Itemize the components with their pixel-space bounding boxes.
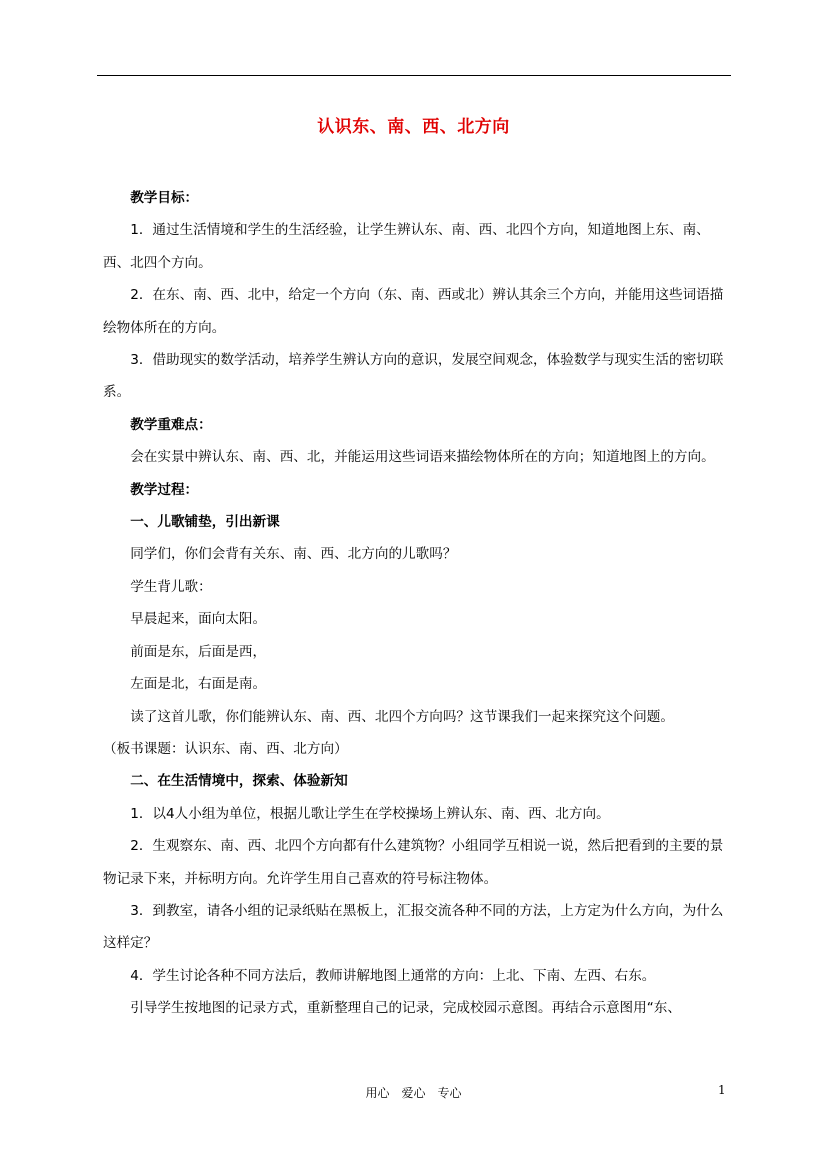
paragraph: 3．借助现实的数学活动，培养学生辨认方向的意识，发展空间观念，体验数学与现实生活的密切联系。 [103, 352, 724, 401]
paragraph: 4．学生讨论各种不同方法后，教师讲解地图上通常的方向：上北、下南、左西、右东。 [130, 967, 656, 984]
header-rule [97, 75, 731, 76]
paragraph: 引导学生按地图的记录方式，重新整理自己的记录，完成校园示意图。再结合示意图用“东、 [130, 1000, 681, 1017]
paragraph: 左面是北，右面是南。 [130, 676, 267, 693]
paragraph: 1．通过生活情境和学生的生活经验，让学生辨认东、南、西、北四个方向，知道地图上东、南、西、北四个方向。 [103, 222, 710, 271]
document-title: 认识东、南、西、北方向 [317, 117, 510, 137]
page-number: 1 [718, 1083, 726, 1097]
paragraph: 读了这首儿歌，你们能辨认东、南、西、北四个方向吗？这节课我们一起来探究这个问题。 [130, 708, 674, 725]
paragraph: 一、儿歌铺垫，引出新课 [130, 514, 280, 531]
paragraph: 2．在东、南、西、北中，给定一个方向（东、南、西或北）辨认其余三个方向，并能用这些词语描绘物体所在的方向。 [103, 287, 724, 336]
paragraph: 教学重难点： [130, 416, 212, 433]
paragraph: 早晨起来，面向太阳。 [130, 611, 267, 628]
page-footer: 用心 爱心 专心 [365, 1086, 462, 1100]
paragraph: （板书课题：认识东、南、西、北方向） [103, 740, 348, 757]
paragraph: 会在实景中辨认东、南、西、北，并能运用这些词语来描绘物体所在的方向；知道地图上的方向。 [130, 449, 715, 466]
paragraph: 2．生观察东、南、西、北四个方向都有什么建筑物？小组同学互相说一说，然后把看到的主要的景物记录下来，并标明方向。允许学生用自己喜欢的符号标注物体。 [103, 838, 724, 887]
paragraph: 3．到教室，请各小组的记录纸贴在黑板上，汇报交流各种不同的方法，上方定为什么方向，为什么这样定？ [103, 902, 724, 952]
paragraph: 教学过程： [130, 481, 199, 498]
paragraph: 同学们，你们会背有关东、南、西、北方向的儿歌吗？ [130, 546, 457, 563]
paragraph: 前面是东，后面是西， [130, 643, 267, 660]
document-body [103, 182, 733, 1025]
paragraph: 教学目标： [130, 190, 199, 206]
paragraph: 学生背儿歌： [130, 578, 212, 595]
paragraph: 1．以4人小组为单位，根据儿歌让学生在学校操场上辨认东、南、西、北方向。 [130, 805, 610, 822]
paragraph: 二、在生活情境中，探索、体验新知 [130, 773, 348, 790]
